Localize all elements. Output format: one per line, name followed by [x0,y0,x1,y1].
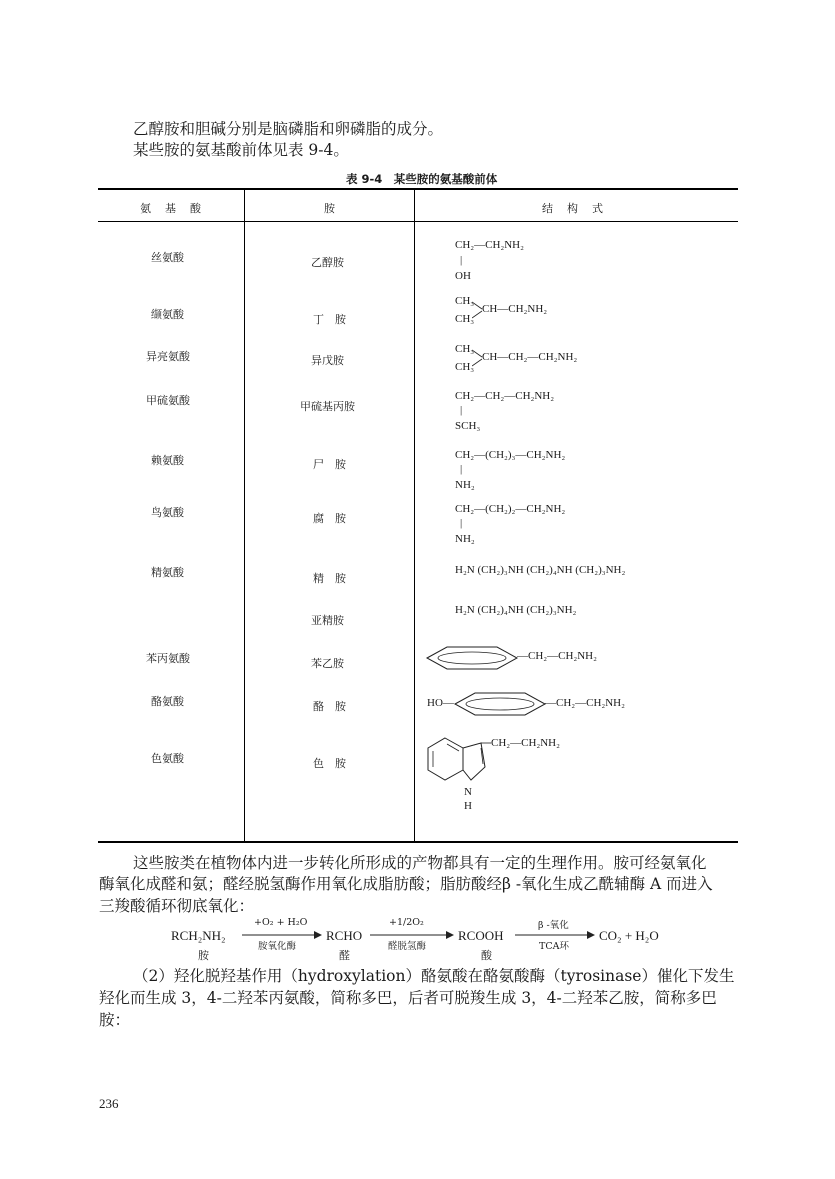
struct-bond: | [460,517,463,529]
indole-ring-icon [425,734,495,806]
body-paragraph-2-line-2: 羟化而生成 3，4-二羟苯丙氨酸，简称多巴，后者可脱羧生成 3，4-二羟苯乙胺，简称多巴 [99,989,717,1007]
page-number: 236 [99,1096,119,1111]
table-col-divider-2 [414,188,415,842]
table-bottom-rule [98,841,738,843]
struct-top: CH₃ [455,295,475,307]
struct-n: N [464,786,472,798]
intro-line-1: 乙醇胺和胆碱分别是脑磷脂和卵磷脂的成分。 [133,120,444,138]
struct-main: CH₂—CH₂NH₂ [455,239,524,251]
struct-top: CH₃ [455,343,475,355]
cell-amine: 异戊胺 [311,354,344,367]
benzene-ring-icon [425,644,519,672]
equation-arrow-1-top: +O₂ + H₂O [254,917,308,928]
equation-substrate-3: RCOOH [458,928,504,943]
table-header-rule [98,221,738,222]
struct-main: CH₂—(CH₂)₂—CH₂NH₂ [455,503,566,515]
cell-amine: 乙醇胺 [311,256,344,269]
equation-arrow-3-top: β -氧化 [538,920,569,931]
table-col-divider-1 [244,188,245,842]
struct-bond: | [460,254,463,266]
cell-acid: 色氨酸 [151,752,184,765]
equation-arrow-3-bottom: TCA环 [539,941,569,952]
cell-acid: 精氨酸 [151,566,184,579]
struct-bot: CH₃ [455,361,475,373]
equation-substrate-2: RCHO [326,928,363,943]
equation-substrate-3-label: 酸 [481,949,492,962]
equation-product: CO₂ + H₂O [599,928,659,943]
header-amino-acid: 氨基酸 [140,202,215,215]
intro-line-2: 某些胺的氨基酸前体见表 9-4。 [133,141,349,159]
cell-acid: 丝氨酸 [151,251,184,264]
cell-amine: 丁 胺 [313,313,346,326]
struct-sub: OH [455,270,471,282]
body-paragraph-1-line-1: 这些胺类在植物体内进一步转化所形成的产物都具有一定的生理作用。胺可经氨氧化 [133,854,707,872]
struct-sub: NH₂ [455,533,475,545]
cell-amine: 腐 胺 [313,512,346,525]
equation-substrate-1: RCH₂NH₂ [171,928,226,943]
cell-acid: 缬氨酸 [151,308,184,321]
struct-main: CH₂—CH₂NH₂ [491,737,560,749]
header-amine: 胺 [324,202,349,215]
cell-acid: 赖氨酸 [151,454,184,467]
body-paragraph-1-line-2: 酶氧化成醛和氨；醛经脱氢酶作用氧化成脂肪酸；脂肪酸经β -氧化生成乙酰辅酶 A 而进入 [99,875,713,893]
struct-main: CH₂—CH₂—CH₂NH₂ [455,390,555,402]
struct-main: —CH₂—CH₂NH₂ [517,650,597,662]
table-top-rule [98,188,738,190]
struct-sub: NH₂ [455,479,475,491]
cell-amine: 尸 胺 [313,458,346,471]
body-paragraph-2-line-3: 胺： [99,1011,131,1029]
cell-acid: 异亮氨酸 [146,350,190,363]
equation-substrate-2-label: 醛 [339,949,350,962]
table-caption: 表 9-4 某些胺的氨基酸前体 [346,172,498,186]
struct-main: H₂N (CH₂)₄NH (CH₂)₃NH₂ [455,604,577,616]
struct-main: H₂N (CH₂)₃NH (CH₂)₄NH (CH₂)₃NH₂ [455,564,626,576]
body-paragraph-1-line-3: 三羧酸循环彻底氧化： [99,897,255,915]
struct-bot: CH₃ [455,313,475,325]
header-structure: 结构式 [542,202,617,215]
cell-amine: 酪 胺 [313,700,346,713]
struct-bond: | [460,404,463,416]
cell-acid: 酪氨酸 [151,695,184,708]
struct-prefix: HO— [427,697,454,709]
cell-acid: 鸟氨酸 [151,506,184,519]
body-paragraph-2-line-1: （2）羟化脱羟基作用（hydroxylation）酪氨酸在酪氨酸酶（tyrosinase）催化下发生 [133,967,735,985]
cell-amine: 亚精胺 [311,614,344,627]
cell-amine: 色 胺 [313,757,346,770]
equation-substrate-1-label: 胺 [198,949,209,962]
struct-mid: CH—CH₂NH₂ [482,303,548,315]
cell-amine: 甲硫基丙胺 [300,400,355,413]
benzene-ring-icon [453,690,547,718]
branch-bonds [472,297,486,323]
equation-arrow-2-top: +1/2O₂ [389,917,424,928]
cell-acid: 苯丙氨酸 [146,652,190,665]
equation-arrow-2-bottom: 醛脱氢酶 [388,941,427,952]
branch-bonds [472,345,486,371]
struct-sub: SCH₃ [455,420,481,432]
cell-amine: 苯乙胺 [311,657,344,670]
cell-acid: 甲硫氨酸 [146,394,190,407]
equation-arrow-1-bottom: 胺氧化酶 [258,941,297,952]
struct-mid: CH—CH₂—CH₂NH₂ [482,351,578,363]
struct-h: H [464,800,472,812]
struct-main: CH₂—(CH₂)₃—CH₂NH₂ [455,449,566,461]
struct-bond: | [460,463,463,475]
cell-amine: 精 胺 [313,572,346,585]
struct-main: —CH₂—CH₂NH₂ [545,697,625,709]
